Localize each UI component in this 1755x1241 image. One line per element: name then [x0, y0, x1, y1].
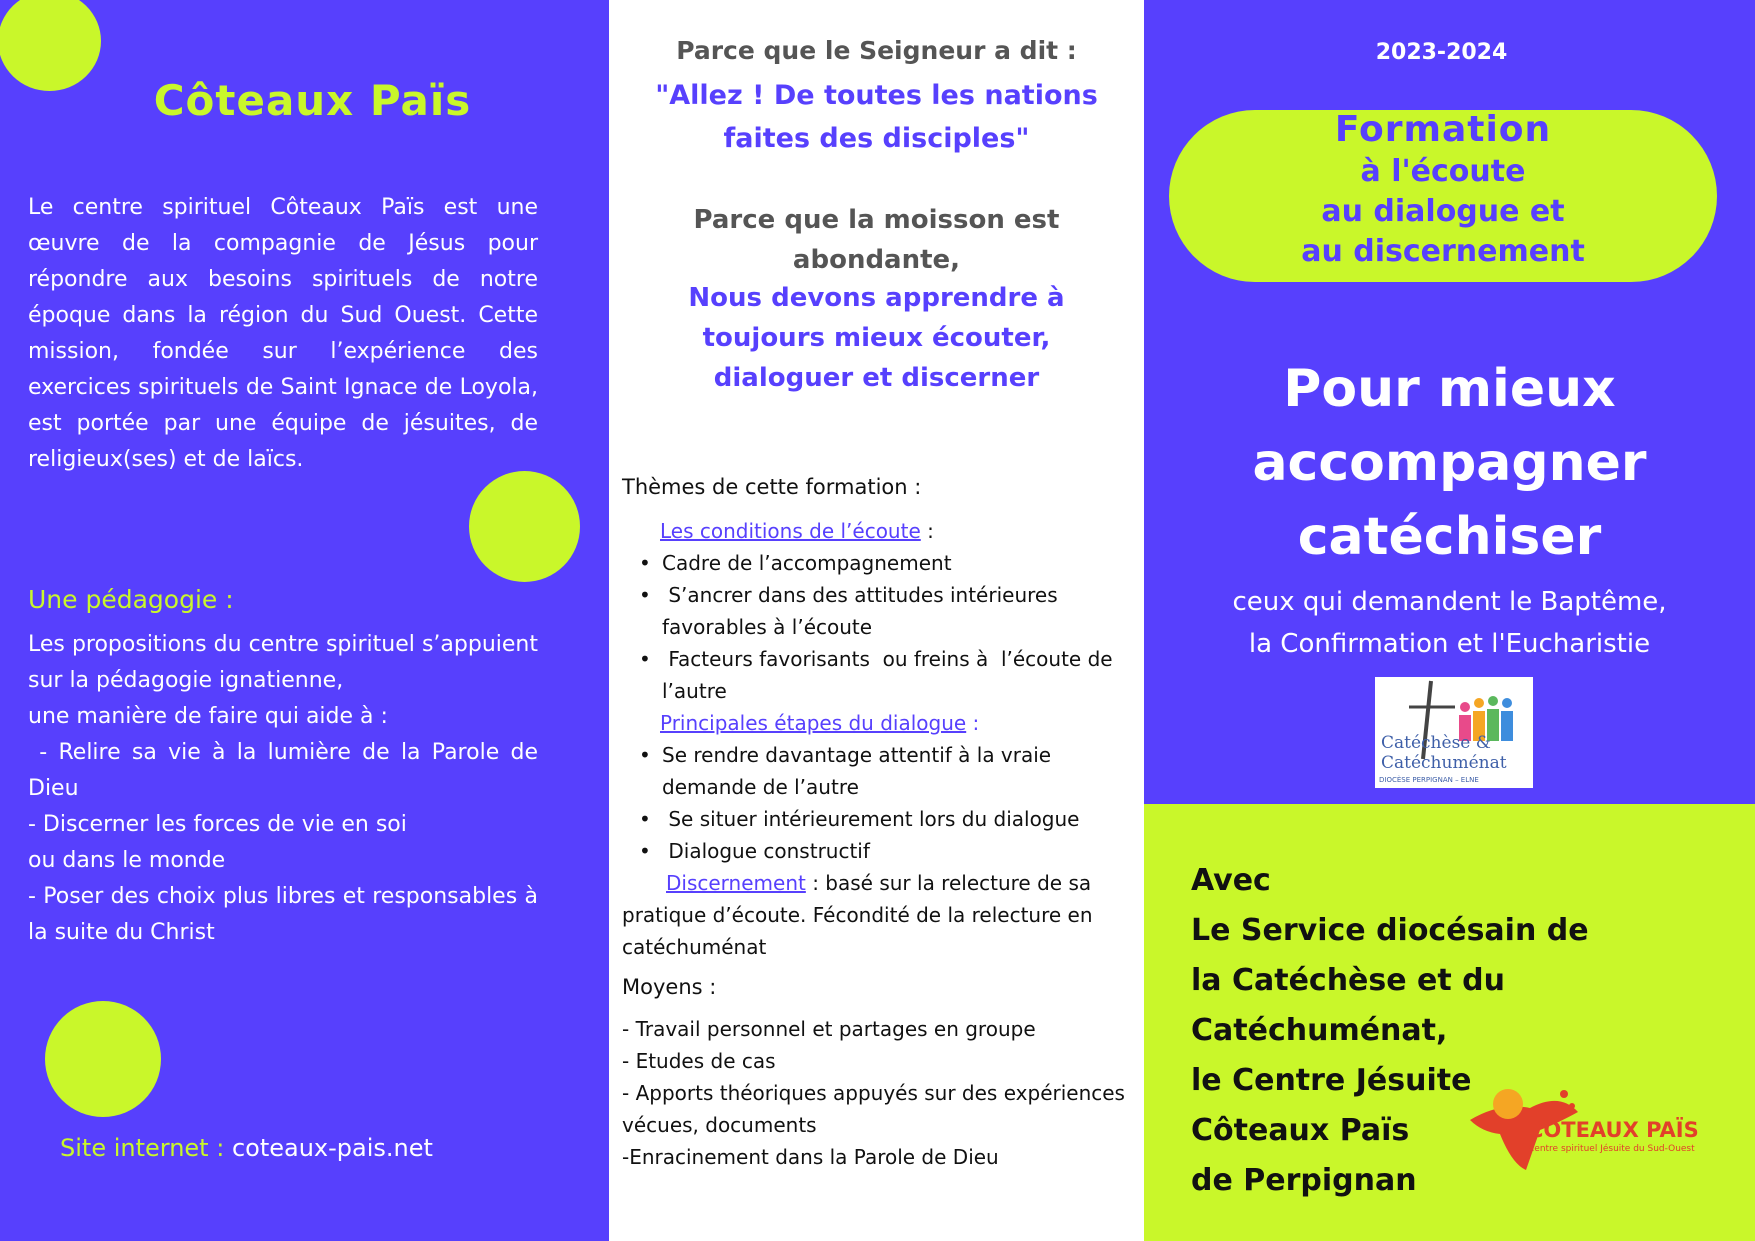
- section-dialogue-link[interactable]: Principales étapes du dialogue: [660, 711, 967, 735]
- partners-line: Côteaux Païs: [1191, 1113, 1410, 1148]
- means-item: - Travail personnel et partages en groupe: [622, 1017, 1036, 1041]
- main-title: [1144, 352, 1755, 574]
- means-item: - Etudes de cas: [622, 1049, 776, 1073]
- partners-line: le Centre Jésuite: [1191, 1063, 1472, 1098]
- left-title: Côteaux Païs: [153, 76, 472, 125]
- pedagogy-line: ou dans le monde: [28, 848, 226, 873]
- pedagogy-list: [28, 627, 545, 951]
- section-title-row: [622, 707, 1137, 739]
- list-item: • Se rendre davantage attentif à la vraie demande de l’autre: [622, 739, 1137, 803]
- partners-line: de Perpignan: [1191, 1163, 1417, 1198]
- year-label: 2023-2024: [1375, 40, 1508, 65]
- partners-line: Avec: [1191, 863, 1271, 898]
- list-item: • S’ancrer dans des attitudes intérieures favorables à l’écoute: [622, 579, 1137, 643]
- pedagogy-heading: Une pédagogie :: [28, 585, 234, 614]
- coteaux-pais-logo: [1460, 1072, 1720, 1172]
- partners-line: Le Service diocésain de: [1191, 913, 1589, 948]
- means-item: - Apports théoriques appuyés sur des expériences vécues, documents: [622, 1081, 1125, 1137]
- dialogue-list: [622, 739, 1137, 867]
- list-item: • Dialogue constructif: [622, 835, 1137, 867]
- logo-subtitle: Centre spirituel Jésuite du Sud-Ouest: [1528, 1144, 1695, 1154]
- logo-title: COTEAUX PAÏS: [1528, 1118, 1699, 1142]
- formation-title: Formation: [1334, 109, 1552, 150]
- main-title-line: catéchiser: [1297, 507, 1602, 567]
- pedagogy-line: - Discerner les forces de vie en soi: [28, 812, 407, 837]
- pedagogy-line: - Poser des choix plus libres et responsables à la suite du Christ: [28, 884, 538, 945]
- website-line: [60, 1134, 433, 1162]
- quote-text: "Allez ! De toutes les nations faites des disciples": [655, 80, 1098, 154]
- listening-list: [622, 547, 1137, 707]
- pedagogy-line: une manière de faire qui aide à :: [28, 704, 388, 729]
- catechese-logo: [1375, 677, 1533, 788]
- logo-text: Catéchuménat: [1381, 753, 1507, 773]
- harvest-intro: Parce que la moisson est abondante,: [693, 205, 1060, 275]
- section-listening-link[interactable]: Les conditions de l’écoute: [660, 519, 921, 543]
- means-heading: Moyens :: [622, 975, 717, 999]
- pedagogy-line: - Relire sa vie à la lumière de la Parole de Dieu: [28, 740, 545, 801]
- discernment-paragraph: [622, 867, 1137, 963]
- subtitle-line: ceux qui demandent le Baptême,: [1232, 587, 1667, 617]
- website-label: Site internet :: [60, 1134, 225, 1162]
- subtitle: [1144, 581, 1755, 665]
- formation-line: à l'écoute: [1360, 154, 1526, 189]
- logo-caption: DIOCÈSE PERPIGNAN – ELNE: [1379, 776, 1479, 784]
- section-title-row: [622, 515, 1137, 547]
- section-discernment-link[interactable]: Discernement: [666, 871, 806, 895]
- formation-pill: [1169, 110, 1717, 282]
- partners-line: la Catéchèse et du: [1191, 963, 1506, 998]
- decorative-circle: [469, 471, 580, 582]
- decorative-circle: [45, 1001, 161, 1117]
- section-suffix: :: [920, 519, 934, 543]
- themes-heading: Thèmes de cette formation :: [622, 475, 922, 499]
- intro-paragraph: Le centre spirituel Côteaux Païs est une œuvre de la compagnie de Jésus pour répondre aux besoins spirituels de notre époque dans la région du Sud Ouest. Cette mission, fondée sur l’expérience des exercices spirituels de Saint Ignace de Loyola, est portée par une équipe de jésuites, de religieux(ses) et de laïcs.: [28, 195, 538, 472]
- website-link[interactable]: coteaux-pais.net: [231, 1134, 433, 1162]
- decorative-circle: [0, 0, 101, 91]
- main-title-line: Pour mieux: [1283, 359, 1616, 419]
- main-title-line: accompagner: [1252, 433, 1647, 493]
- list-item: • Se situer intérieurement lors du dialogue: [622, 803, 1137, 835]
- middle-panel: [609, 0, 1144, 1241]
- formation-line: au discernement: [1301, 234, 1585, 269]
- means-item: -Enracinement dans la Parole de Dieu: [622, 1145, 999, 1169]
- section-suffix: :: [966, 711, 980, 735]
- partners-box: [1144, 804, 1755, 1241]
- discernment-text: : basé sur la relecture de sa pratique d’écoute. Fécondité de la relecture en catéchuménat: [622, 871, 1093, 959]
- quote-intro: Parce que le Seigneur a dit :: [676, 36, 1077, 65]
- themes-section: [622, 471, 1137, 1173]
- list-item: • Cadre de l’accompagnement: [622, 547, 1137, 579]
- formation-line: au dialogue et: [1321, 194, 1565, 229]
- partners-line: Catéchuménat,: [1191, 1013, 1448, 1048]
- subtitle-line: la Confirmation et l'Eucharistie: [1248, 629, 1651, 659]
- harvest-call: Nous devons apprendre à toujours mieux écouter, dialoguer et discerner: [688, 283, 1065, 393]
- list-item: • Facteurs favorisants ou freins à l’écoute de l’autre: [622, 643, 1137, 707]
- right-panel: [1144, 0, 1755, 1241]
- left-panel: [0, 0, 609, 1241]
- pedagogy-line: Les propositions du centre spirituel s’appuient sur la pédagogie ignatienne,: [28, 632, 538, 693]
- logo-text: Catéchèse &: [1381, 733, 1491, 753]
